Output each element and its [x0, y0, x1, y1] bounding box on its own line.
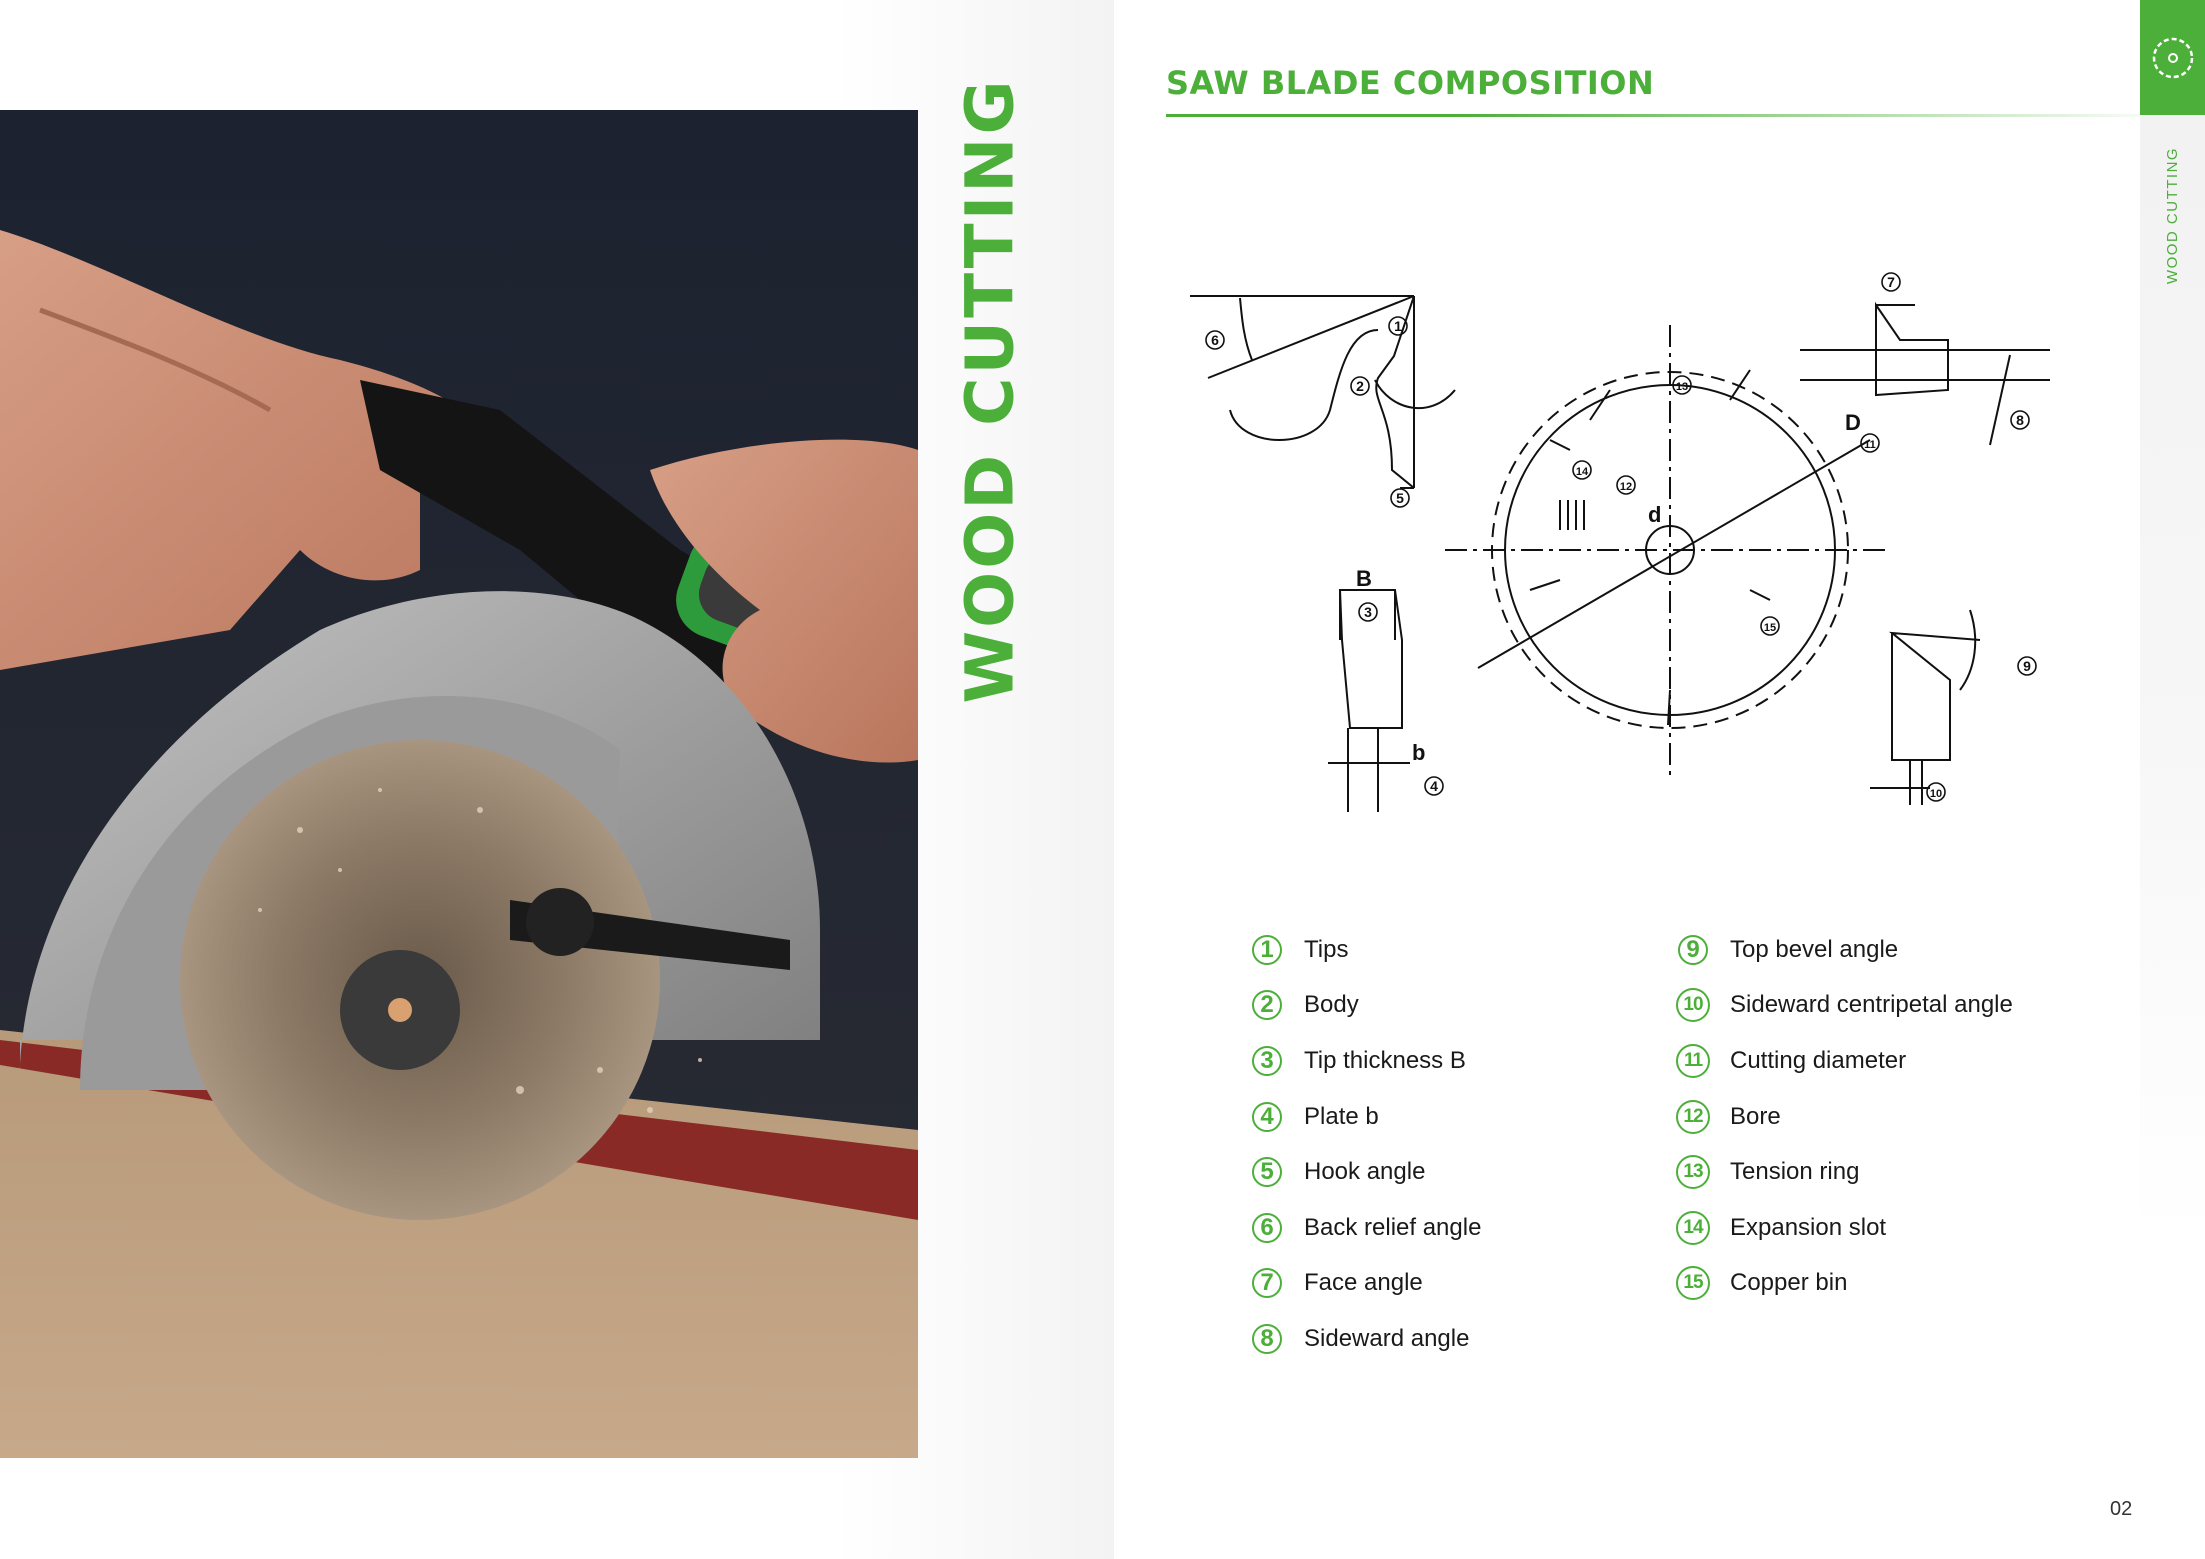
legend-item: [1678, 1033, 2013, 1089]
legend-label: Body: [1304, 991, 1359, 1019]
legend-label: Tip thickness B: [1304, 1046, 1466, 1074]
legend-item: [1252, 1200, 1481, 1256]
legend-item: [1678, 1256, 2013, 1312]
legend-number-badge: 12: [1676, 1100, 1710, 1134]
legend-number-badge: 3: [1252, 1046, 1282, 1076]
circular-saw-photo: [0, 110, 918, 1458]
legend-label: Top bevel angle: [1730, 935, 1899, 963]
saw-blade-icon: [2149, 34, 2197, 82]
legend-left-column: [1252, 922, 1481, 1367]
legend-number-badge: 15: [1676, 1266, 1710, 1300]
svg-text:9: 9: [2023, 658, 2031, 674]
svg-text:13: 13: [1675, 381, 1689, 393]
legend-number-badge: 1: [1252, 935, 1282, 965]
legend-item: [1252, 1033, 1481, 1089]
legend-label: Back relief angle: [1304, 1213, 1482, 1241]
legend-number-badge: 4: [1252, 1102, 1282, 1132]
legend-number-badge: 6: [1252, 1213, 1282, 1243]
legend-item: [1678, 1089, 2013, 1145]
tip-thickness-label: B: [1356, 566, 1372, 591]
svg-text:2: 2: [1356, 378, 1364, 394]
svg-text:5: 5: [1396, 490, 1404, 506]
legend-label: Sideward angle: [1304, 1324, 1470, 1352]
legend-item: [1678, 1144, 2013, 1200]
legend-number-badge: 13: [1676, 1155, 1710, 1189]
page-number: 02: [2110, 1498, 2133, 1520]
legend-number-badge: 14: [1676, 1211, 1710, 1245]
legend-label: Bore: [1730, 1102, 1781, 1130]
legend-item: [1252, 1311, 1481, 1367]
cutting-diameter-label: D: [1845, 410, 1861, 435]
legend-item: [1252, 978, 1481, 1034]
legend-number-badge: 5: [1252, 1157, 1282, 1187]
title-underline: [1166, 114, 2140, 117]
legend-number-badge: 7: [1252, 1268, 1282, 1298]
svg-text:7: 7: [1887, 274, 1895, 290]
svg-text:8: 8: [2016, 412, 2024, 428]
svg-text:15: 15: [1763, 622, 1777, 634]
svg-text:3: 3: [1364, 604, 1372, 620]
saw-blade-diagram: [1170, 260, 2070, 820]
svg-text:6: 6: [1211, 332, 1219, 348]
legend-label: Tips: [1304, 935, 1349, 963]
legend-label: Tension ring: [1730, 1158, 1860, 1186]
legend-item: [1252, 922, 1481, 978]
legend-label: Face angle: [1304, 1269, 1423, 1297]
legend-right-column: [1678, 922, 2013, 1311]
legend-label: Cutting diameter: [1730, 1046, 1907, 1074]
legend-item: [1678, 1200, 2013, 1256]
side-tab: [2140, 0, 2205, 1240]
vertical-title-text: WOOD CUTTING: [951, 76, 1029, 704]
vertical-section-title: [930, 76, 1050, 704]
legend-number-badge: 10: [1676, 988, 1710, 1022]
svg-text:11: 11: [1864, 439, 1876, 451]
legend-item: [1252, 1256, 1481, 1312]
legend-item: [1678, 922, 2013, 978]
section-title: SAW BLADE COMPOSITION: [1166, 64, 1655, 102]
legend-item: [1678, 978, 2013, 1034]
svg-text:1: 1: [1394, 318, 1402, 334]
svg-text:4: 4: [1430, 778, 1438, 794]
legend-number-badge: 11: [1676, 1044, 1710, 1078]
svg-text:14: 14: [1575, 466, 1589, 478]
bore-label: d: [1648, 502, 1662, 527]
side-tab-label-text: WOOD CUTTING: [2164, 146, 2181, 284]
legend-number-badge: 8: [1252, 1324, 1282, 1354]
legend-item: [1252, 1089, 1481, 1145]
legend-label: Hook angle: [1304, 1158, 1426, 1186]
legend-number-badge: 9: [1678, 935, 1708, 965]
legend-number-badge: 2: [1252, 990, 1282, 1020]
side-tab-label: [2140, 135, 2205, 295]
svg-text:12: 12: [1619, 481, 1633, 493]
legend-label: Copper bin: [1730, 1269, 1848, 1297]
legend-label: Plate b: [1304, 1102, 1379, 1130]
svg-text:10: 10: [1929, 788, 1943, 800]
legend-label: Expansion slot: [1730, 1213, 1887, 1241]
legend-item: [1252, 1144, 1481, 1200]
plate-thickness-label: b: [1412, 740, 1426, 765]
legend-label: Sideward centripetal angle: [1730, 991, 2013, 1019]
tab-head: [2140, 0, 2205, 115]
